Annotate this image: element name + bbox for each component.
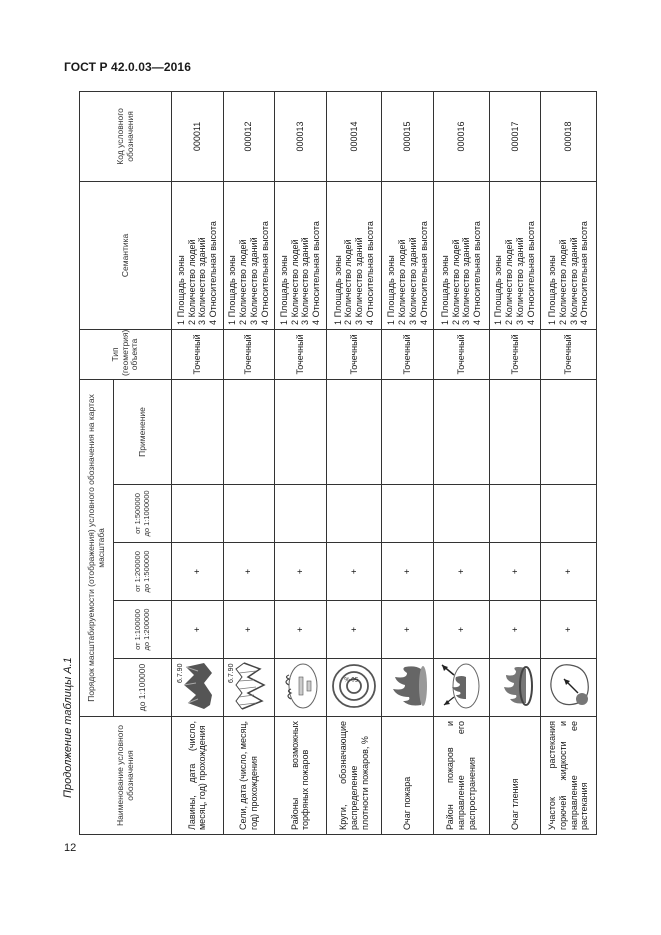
- scale-3-mark: [489, 485, 541, 543]
- scale-2-mark: +: [541, 543, 597, 601]
- semantics-line: 3 Количество зданий: [300, 237, 311, 325]
- table-row: [326, 91, 382, 834]
- semantics-line: 3 Количество зданий: [568, 237, 579, 325]
- row-name: Район пожаров и направление его распространения: [434, 717, 490, 835]
- semantics-cell: [223, 181, 275, 329]
- symbol-cell: [326, 659, 382, 717]
- scale-3-mark: [382, 485, 434, 543]
- scale-1-mark: +: [541, 601, 597, 659]
- scale-1-mark: +: [223, 601, 275, 659]
- symbol-cell: [223, 659, 275, 717]
- semantics-cell: [172, 181, 224, 329]
- type-cell: Точечный: [172, 329, 224, 379]
- semantics-line: 3 Количество зданий: [248, 237, 259, 325]
- semantics-line: 3 Количество зданий: [197, 237, 208, 325]
- table-row: [223, 91, 275, 834]
- semantics-line: 4 Относительная высота: [418, 221, 429, 325]
- symbol-cell: [489, 659, 541, 717]
- symbol-cell: [275, 659, 327, 717]
- symbol-cell: [382, 659, 434, 717]
- header-code: Код условного обозначения: [80, 91, 172, 181]
- semantics-line: 2 Количество людей: [450, 239, 461, 325]
- row-name: Лавины, дата (число, месяц, год) прохождения: [172, 717, 224, 835]
- semantics-line: 4 Относительная высота: [364, 221, 375, 325]
- note-cell: [489, 379, 541, 484]
- type-cell: Точечный: [489, 329, 541, 379]
- code-cell: 000011: [172, 91, 224, 181]
- semantics-cell: [541, 181, 597, 329]
- header-note: Применение: [114, 379, 172, 484]
- semantics-line: 2 Количество людей: [186, 239, 197, 325]
- avalanche-icon: [174, 659, 220, 713]
- scale-2-mark: +: [489, 543, 541, 601]
- semantics-line: 2 Количество людей: [504, 239, 515, 325]
- semantics-line: 1 Площадь зоны: [439, 255, 450, 325]
- semantics-cell: [275, 181, 327, 329]
- code-cell: 000014: [326, 91, 382, 181]
- scale-3-mark: [541, 485, 597, 543]
- symbol-cell: [541, 659, 597, 717]
- scale-3-mark: [275, 485, 327, 543]
- fire-area-direction-icon: [436, 659, 486, 713]
- type-cell: Точечный: [382, 329, 434, 379]
- header-scale-2: от 1:200000 до 1:500000: [114, 543, 172, 601]
- semantics-line: 2 Количество людей: [557, 239, 568, 325]
- table-row: [382, 91, 434, 834]
- note-cell: [275, 379, 327, 484]
- type-cell: Точечный: [541, 329, 597, 379]
- header-scale-1: от 1:100000 до 1:200000: [114, 601, 172, 659]
- code-cell: 000012: [223, 91, 275, 181]
- semantics-cell: [382, 181, 434, 329]
- code-cell: 000016: [434, 91, 490, 181]
- symbols-table: [79, 91, 597, 835]
- smouldering-icon: [492, 659, 538, 713]
- semantics-line: 1 Площадь зоны: [332, 255, 343, 325]
- document-header: ГОСТ Р 42.0.03—2016: [64, 60, 191, 74]
- semantics-cell: [434, 181, 490, 329]
- semantics-line: 1 Площадь зоны: [227, 255, 238, 325]
- note-cell: [223, 379, 275, 484]
- semantics-line: 1 Площадь зоны: [547, 255, 558, 325]
- scale-1-mark: +: [434, 601, 490, 659]
- note-cell: [172, 379, 224, 484]
- table-row: [434, 91, 490, 834]
- semantics-line: 3 Количество зданий: [354, 237, 365, 325]
- row-name: Районы возможных торфяных пожаров: [275, 717, 327, 835]
- semantics-line: 2 Количество людей: [238, 239, 249, 325]
- header-type: Тип (геометрия) объекта: [80, 329, 172, 379]
- type-cell: Точечный: [326, 329, 382, 379]
- semantics-cell: [489, 181, 541, 329]
- scale-1-mark: +: [172, 601, 224, 659]
- semantics-line: 2 Количество людей: [396, 239, 407, 325]
- semantics-line: 3 Количество зданий: [461, 237, 472, 325]
- symbol-cell: [434, 659, 490, 717]
- type-cell: Точечный: [434, 329, 490, 379]
- semantics-line: 2 Количество людей: [343, 239, 354, 325]
- note-cell: [382, 379, 434, 484]
- scale-2-mark: +: [223, 543, 275, 601]
- header-scale-3: от 1:500000 до 1:1000000: [114, 485, 172, 543]
- scale-1-mark: +: [382, 601, 434, 659]
- row-name: Участок растекания горючей жидкости и направление ее растекания: [541, 717, 597, 835]
- note-cell: [326, 379, 382, 484]
- scale-2-mark: +: [326, 543, 382, 601]
- table-row: [172, 91, 224, 834]
- symbol-label: 6.7.90: [227, 663, 235, 683]
- type-cell: Точечный: [223, 329, 275, 379]
- scale-2-mark: +: [275, 543, 327, 601]
- scale-1-mark: +: [275, 601, 327, 659]
- semantics-cell: [326, 181, 382, 329]
- semantics-line: 4 Относительная высота: [472, 221, 483, 325]
- scale-3-mark: [223, 485, 275, 543]
- scale-1-mark: +: [326, 601, 382, 659]
- semantics-line: 4 Относительная высота: [579, 221, 590, 325]
- peat-fire-icon: [277, 659, 323, 713]
- header-scale-group: Порядок масштабируемости (отображения) условного обозначения на картах масштаба: [80, 379, 114, 716]
- scale-3-mark: [326, 485, 382, 543]
- semantics-line: 1 Площадь зоны: [493, 255, 504, 325]
- type-cell: Точечный: [275, 329, 327, 379]
- table-row: [275, 91, 327, 834]
- table-row: [541, 91, 597, 834]
- header-name: Наименование условного обозначения: [80, 717, 172, 835]
- semantics-line: 3 Количество зданий: [407, 237, 418, 325]
- semantics-line: 1 Площадь зоны: [386, 255, 397, 325]
- header-semantics: Семантика: [80, 181, 172, 329]
- semantics-line: 4 Относительная высота: [208, 221, 219, 325]
- code-cell: 000015: [382, 91, 434, 181]
- row-name: Очаг тления: [489, 717, 541, 835]
- semantics-line: 4 Относительная высота: [311, 221, 322, 325]
- row-name: Круги, обозначающие распределение плотности пожаров, %: [326, 717, 382, 835]
- scale-2-mark: +: [172, 543, 224, 601]
- mudflow-icon: [226, 659, 272, 713]
- scale-2-mark: +: [382, 543, 434, 601]
- semantics-line: 1 Площадь зоны: [278, 255, 289, 325]
- symbol-cell: [172, 659, 224, 717]
- scale-3-mark: [172, 485, 224, 543]
- code-cell: 000017: [489, 91, 541, 181]
- table-row: [489, 91, 541, 834]
- semantics-line: 3 Количество зданий: [514, 237, 525, 325]
- semantics-line: 2 Количество людей: [289, 239, 300, 325]
- page-number: 12: [64, 842, 77, 854]
- liquid-spill-icon: [544, 659, 594, 713]
- row-name: Очаг пожара: [382, 717, 434, 835]
- density-circles-icon: [329, 659, 379, 713]
- note-cell: [541, 379, 597, 484]
- scale-3-mark: [434, 485, 490, 543]
- rotated-table-container: [79, 92, 597, 835]
- scale-2-mark: +: [434, 543, 490, 601]
- code-cell: 000013: [275, 91, 327, 181]
- note-cell: [434, 379, 490, 484]
- scale-1-mark: +: [489, 601, 541, 659]
- symbol-label: 50 %: [344, 675, 359, 681]
- code-cell: 000018: [541, 91, 597, 181]
- row-name: Сели, дата (число, месяц, год) прохождения: [223, 717, 275, 835]
- semantics-line: 1 Площадь зоны: [175, 255, 186, 325]
- table-caption: Продолжение таблицы А.1: [62, 657, 74, 798]
- header-scale-0: до 1:100000: [114, 659, 172, 717]
- symbol-label: 6.7.90: [177, 663, 185, 683]
- fire-focus-icon: [385, 659, 431, 713]
- semantics-line: 4 Относительная высота: [259, 221, 270, 325]
- semantics-line: 4 Относительная высота: [525, 221, 536, 325]
